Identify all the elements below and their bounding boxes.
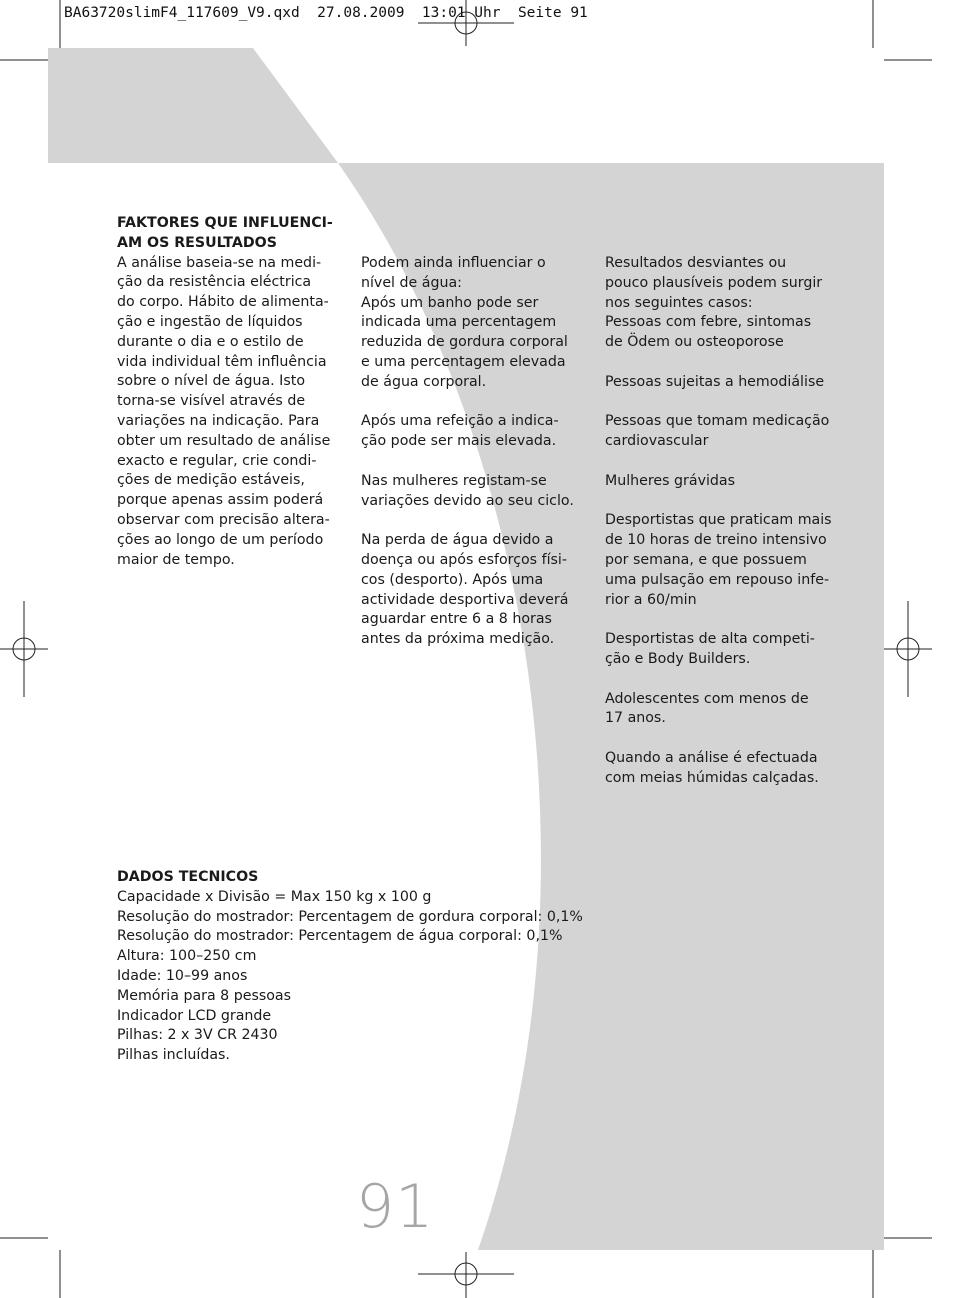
paragraph — [605, 472, 845, 492]
paragraph — [605, 749, 845, 789]
paragraph — [605, 373, 845, 393]
column-factors — [117, 214, 337, 570]
text-line: pouco plausíveis podem surgir — [605, 274, 823, 291]
registration-mark-bottom — [418, 1252, 514, 1298]
heading-line: AM OS RESULTADOS — [117, 234, 277, 251]
text-line: Adolescentes com menos de — [605, 690, 809, 707]
text-line: Podem ainda influenciar o — [361, 255, 546, 271]
text-line: Nas mulheres registam-se — [361, 472, 547, 489]
registration-mark-right — [884, 601, 932, 697]
text-line: de Ödem ou osteoporose — [605, 334, 784, 351]
column-water-level — [361, 254, 586, 650]
print-slug-header: BA63720slimF4_117609_V9.qxd 27.08.2009 13:01 Uhr Seite 91 — [64, 5, 588, 21]
tech-heading: DADOS TECNICOS — [117, 869, 259, 885]
text-line: 17 anos. — [605, 710, 666, 727]
text-line: Na perda de água devido a — [361, 532, 554, 549]
text-line: ções ao longo de um período — [117, 531, 324, 548]
tech-line: Resolução do mostrador: Percentagem de água corporal: 0,1% — [117, 928, 563, 945]
text-line: do corpo. Hábito de alimenta- — [117, 294, 329, 311]
text-line: ção da resistência eléctrica — [117, 274, 312, 291]
text-line: Pessoas com febre, sintomas — [605, 314, 812, 331]
text-line: antes da próxima medição. — [361, 631, 555, 648]
paragraph — [361, 531, 586, 650]
paragraph — [605, 254, 845, 353]
text-line: Após um banho pode ser — [361, 294, 539, 311]
tech-line: Resolução do mostrador: Percentagem de gordura corporal: 0,1% — [117, 908, 583, 925]
text-line: indicada uma percentagem — [361, 314, 557, 331]
text-line: Quando a análise é efectuada — [605, 749, 818, 766]
factors-heading — [117, 214, 337, 254]
technical-data — [117, 868, 637, 1066]
tech-line: Pilhas: 2 x 3V CR 2430 — [117, 1027, 278, 1044]
text-line: rior a 60/min — [605, 591, 697, 608]
paragraph — [361, 412, 586, 452]
column-deviant-results — [605, 254, 845, 789]
tech-line: Pilhas incluídas. — [117, 1047, 230, 1064]
heading-line: FAKTORES QUE INFLUENCI- — [117, 215, 333, 231]
paragraph — [361, 472, 586, 512]
text-line: exacto e regular, crie condi- — [117, 452, 317, 469]
paragraph — [361, 254, 586, 393]
text-line: de água corporal. — [361, 373, 487, 390]
text-line: doença ou após esforços físi- — [361, 551, 567, 568]
text-line: de 10 horas de treino intensivo — [605, 532, 827, 549]
text-line: reduzida de gordura corporal — [361, 334, 568, 351]
text-line: sobre o nível de água. Isto — [117, 373, 306, 390]
tech-line: Indicador LCD grande — [117, 1007, 272, 1024]
text-line: Resultados desviantes ou — [605, 255, 787, 271]
tech-line: Idade: 10–99 anos — [117, 967, 248, 984]
text-line: torna-se visível através de — [117, 393, 306, 410]
text-line: Desportistas que praticam mais — [605, 512, 832, 529]
page-number: 91 — [356, 1172, 435, 1242]
text-line: actividade desportiva deverá — [361, 591, 569, 608]
tech-line: Capacidade x Divisão = Max 150 kg x 100 g — [117, 888, 432, 905]
text-line: por semana, e que possuem — [605, 551, 807, 568]
paragraph — [605, 630, 845, 670]
text-line: com meias húmidas calçadas. — [605, 769, 819, 786]
paragraph — [605, 412, 845, 452]
text-line: observar com precisão altera- — [117, 511, 330, 528]
text-line: aguardar entre 6 a 8 horas — [361, 611, 552, 628]
tech-line: Altura: 100–250 cm — [117, 948, 257, 965]
text-line: A análise baseia-se na medi- — [117, 254, 322, 271]
tech-line: Memória para 8 pessoas — [117, 987, 292, 1004]
text-line: vida individual têm influência — [117, 353, 327, 370]
text-line: Desportistas de alta competi- — [605, 631, 815, 648]
text-line: Pessoas sujeitas a hemodiálise — [605, 373, 825, 390]
text-line: cos (desporto). Após uma — [361, 571, 544, 588]
text-line: ção e ingestão de líquidos — [117, 313, 303, 330]
text-line: obter um resultado de análise — [117, 432, 331, 449]
text-line: e uma percentagem elevada — [361, 353, 566, 370]
text-line: Mulheres grávidas — [605, 472, 736, 489]
text-line: nos seguintes casos: — [605, 294, 753, 311]
text-line: ção e Body Builders. — [605, 650, 751, 667]
paragraph — [605, 690, 845, 730]
text-line: variações devido ao seu ciclo. — [361, 492, 574, 509]
text-line: maior de tempo. — [117, 551, 235, 568]
text-line: ções de medição estáveis, — [117, 472, 305, 489]
text-line: Pessoas que tomam medicação — [605, 413, 830, 430]
factors-paragraph — [117, 254, 337, 571]
text-line: nível de água: — [361, 274, 462, 291]
paragraph — [605, 511, 845, 610]
text-line: durante o dia e o estilo de — [117, 333, 304, 350]
text-line: porque apenas assim poderá — [117, 492, 324, 509]
registration-mark-left — [0, 601, 48, 697]
text-line: cardiovascular — [605, 433, 709, 450]
text-line: variações na indicação. Para — [117, 412, 320, 429]
text-line: uma pulsação em repouso infe- — [605, 571, 830, 588]
text-line: ção pode ser mais elevada. — [361, 433, 557, 450]
text-line: Após uma refeição a indica- — [361, 413, 559, 430]
